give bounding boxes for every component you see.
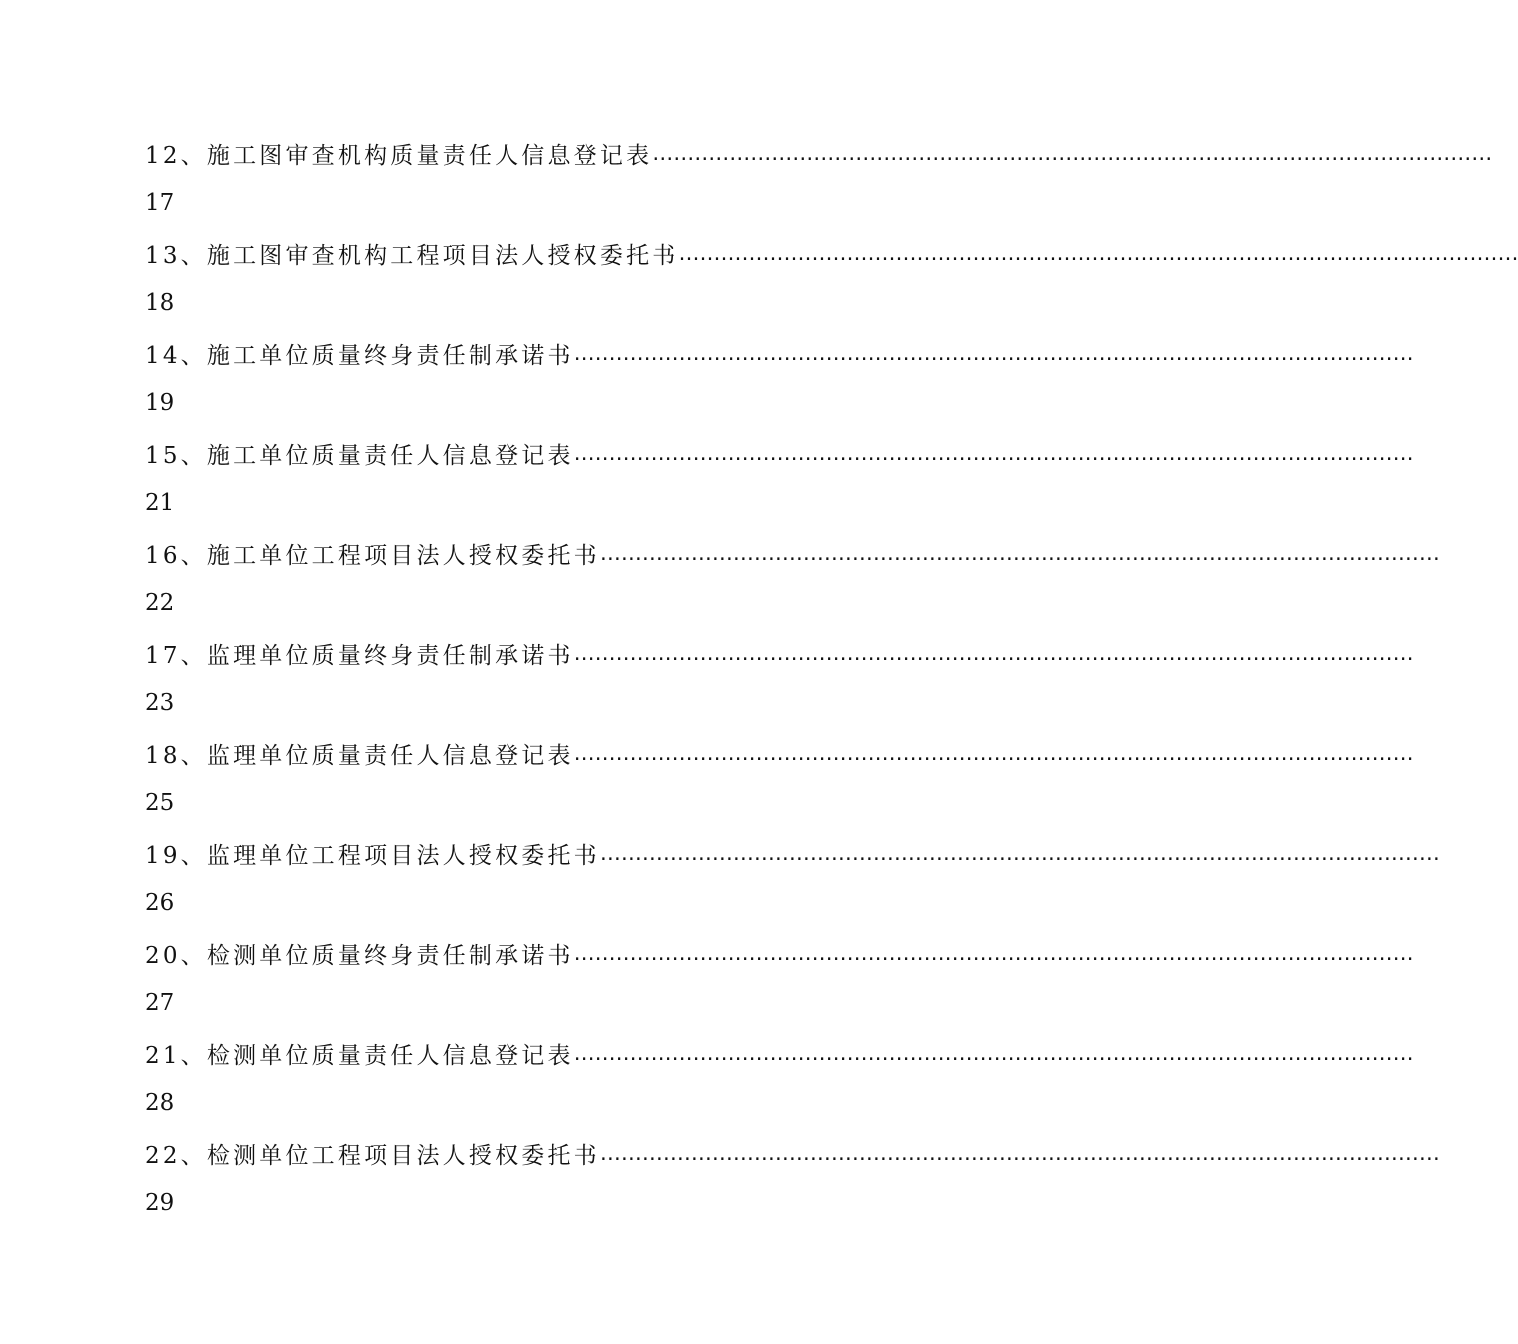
toc-entry-line xyxy=(145,633,1414,673)
toc-entry xyxy=(145,333,1414,433)
toc-dot-leader: ………………………………………………………………………………………………………… xyxy=(652,141,1493,165)
toc-entry-line xyxy=(145,433,1414,473)
toc-entry-title: 19、监理单位工程项目法人授权委托书 xyxy=(145,842,600,869)
toc-dot-leader: ………………………………………………………………………………………………………… xyxy=(599,541,1440,565)
toc-page-number: 25 xyxy=(145,790,175,816)
toc-entry xyxy=(145,1033,1414,1133)
toc-dot-leader: ………………………………………………………………………………………………………… xyxy=(678,241,1518,265)
toc-entry xyxy=(145,833,1440,933)
toc-page-number: 22 xyxy=(145,590,175,616)
toc-entry-title: 20、检测单位质量终身责任制承诺书 xyxy=(145,942,574,969)
toc-entry xyxy=(145,633,1414,733)
toc-entry-title: 21、检测单位质量责任人信息登记表 xyxy=(145,1042,574,1069)
toc-entry-line xyxy=(145,133,1493,173)
toc-entry-title: 13、施工图审查机构工程项目法人授权委托书 xyxy=(145,242,679,269)
toc-dot-leader: ………………………………………………………………………………………………………… xyxy=(573,441,1414,465)
toc-page-number: 21 xyxy=(145,490,175,516)
toc-entry-line xyxy=(145,1133,1440,1173)
toc-dot-leader: ………………………………………………………………………………………………………… xyxy=(573,641,1414,665)
toc-entry xyxy=(145,1133,1440,1233)
toc-entry xyxy=(145,733,1414,833)
toc-entry-title: 22、检测单位工程项目法人授权委托书 xyxy=(145,1142,600,1169)
toc-dot-leader: ………………………………………………………………………………………………………… xyxy=(573,941,1414,965)
toc-dot-leader: ………………………………………………………………………………………………………… xyxy=(599,1141,1440,1165)
toc-page-number: 17 xyxy=(145,190,175,216)
toc-entry-line xyxy=(145,733,1414,773)
toc-page-number: 18 xyxy=(145,290,175,316)
toc-page-number: 28 xyxy=(145,1090,175,1116)
toc-entry-title: 12、施工图审查机构质量责任人信息登记表 xyxy=(145,142,653,169)
toc-page-number: 19 xyxy=(145,390,175,416)
toc-dot-leader: ………………………………………………………………………………………………………… xyxy=(599,841,1440,865)
toc-entry-line xyxy=(145,833,1440,873)
toc-dot-leader: ………………………………………………………………………………………………………… xyxy=(573,741,1414,765)
toc-dot-leader: ………………………………………………………………………………………………………… xyxy=(573,341,1414,365)
toc-entry-line xyxy=(145,333,1414,373)
toc-entry-line xyxy=(145,233,1518,273)
toc-page-number: 29 xyxy=(145,1190,175,1216)
toc-entry xyxy=(145,233,1518,333)
table-of-contents xyxy=(145,133,1518,1233)
toc-page-number: 27 xyxy=(145,990,175,1016)
toc-entry-line xyxy=(145,533,1440,573)
toc-entry-title: 15、施工单位质量责任人信息登记表 xyxy=(145,442,574,469)
toc-entry-line xyxy=(145,933,1414,973)
toc-entry-title: 18、监理单位质量责任人信息登记表 xyxy=(145,742,574,769)
toc-page-number: 26 xyxy=(145,890,175,916)
toc-entry xyxy=(145,533,1440,633)
toc-entry xyxy=(145,933,1414,1033)
toc-entry-line xyxy=(145,1033,1414,1073)
toc-page-number: 23 xyxy=(145,690,175,716)
toc-entry xyxy=(145,133,1493,233)
toc-entry xyxy=(145,433,1414,533)
toc-entry-title: 14、施工单位质量终身责任制承诺书 xyxy=(145,342,574,369)
toc-entry-title: 17、监理单位质量终身责任制承诺书 xyxy=(145,642,574,669)
toc-dot-leader: ………………………………………………………………………………………………………… xyxy=(573,1041,1414,1065)
toc-entry-title: 16、施工单位工程项目法人授权委托书 xyxy=(145,542,600,569)
